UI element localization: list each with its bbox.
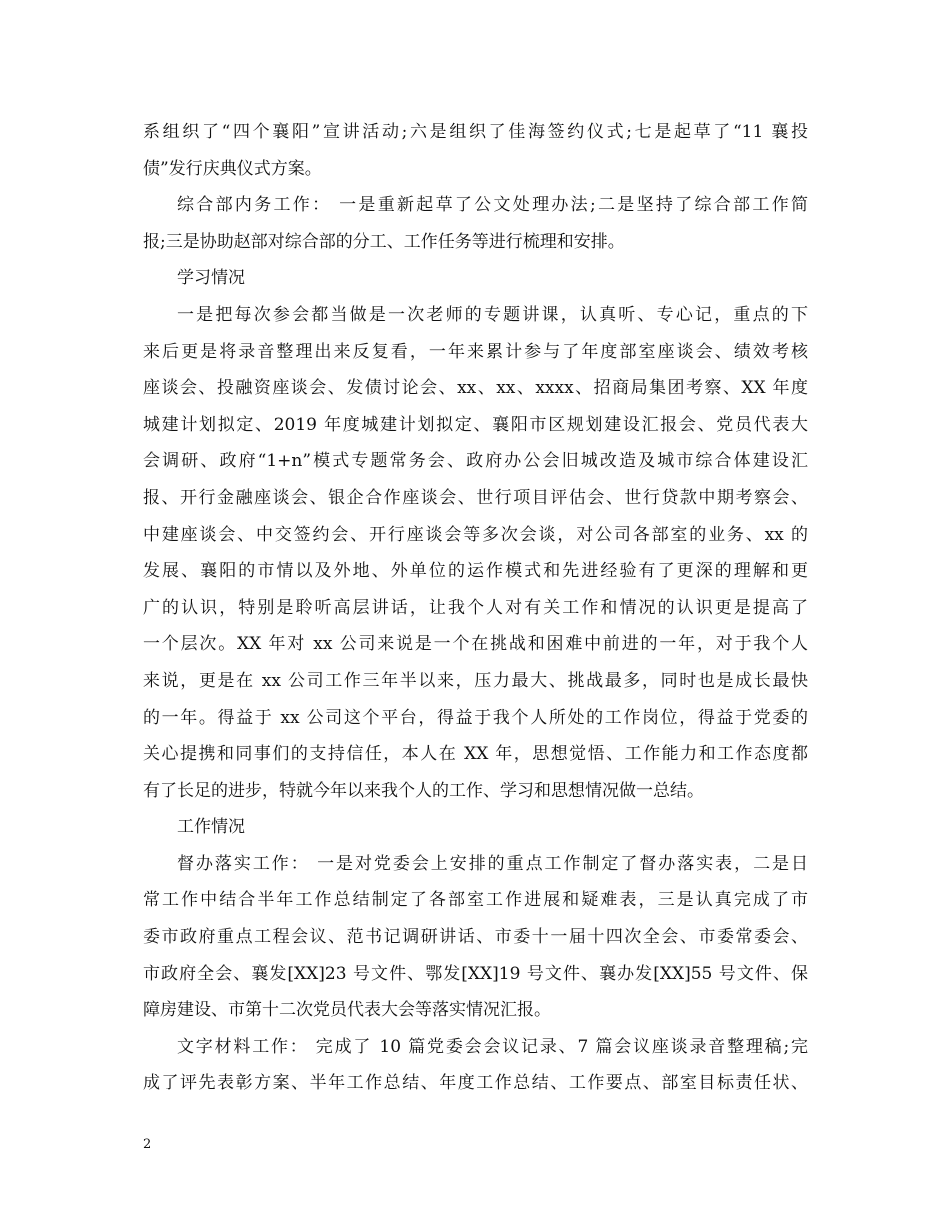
text-line: 中建座谈会、中交签约会、开行座谈会等多次会谈，对公司各部室的业务、xx 的 — [143, 524, 808, 545]
document-body — [143, 114, 808, 1102]
section-heading: 工作情况 — [177, 817, 245, 838]
page-number: 2 — [143, 1137, 152, 1152]
text-line: 一是把每次参会都当做是一次老师的专题讲课，认真听、专心记，重点的下 — [177, 304, 808, 325]
text-line: 会调研、政府“1+n”模式专题常务会、政府办公会旧城改造及城市综合体建设汇 — [143, 451, 808, 472]
text-line: 委市政府重点工程会议、范书记调研讲话、市委十一届十四次全会、市委常委会、 — [143, 927, 808, 948]
text-line: 常工作中结合半年工作总结制定了各部室工作进展和疑难表，三是认真完成了市 — [143, 890, 808, 911]
text-line: 广的认识，特别是聆听高层讲话，让我个人对有关工作和情况的认识更是提高了 — [143, 597, 808, 618]
text-line: 债”发行庆典仪式方案。 — [143, 158, 322, 179]
text-line: 来说，更是在 xx 公司工作三年半以来，压力最大、挑战最多，同时也是成长最快 — [143, 670, 808, 691]
text-line: 市政府全会、襄发[XX]23 号文件、鄂发[XX]19 号文件、襄办发[XX]55 号文件、保 — [143, 963, 808, 984]
text-line: 成了评先表彰方案、半年工作总结、年度工作总结、工作要点、部室目标责任状、 — [143, 1073, 808, 1094]
text-line: 来后更是将录音整理出来反复看，一年来累计参与了年度部室座谈会、绩效考核 — [143, 341, 808, 362]
text-line: 的一年。得益于 xx 公司这个平台，得益于我个人所处的工作岗位，得益于党委的 — [143, 707, 808, 728]
text-line: 综合部内务工作： 一是重新起草了公文处理办法;二是坚持了综合部工作简 — [177, 195, 808, 216]
text-line: 报;三是协助赵部对综合部的分工、工作任务等进行梳理和安排。 — [143, 231, 625, 252]
text-line: 系组织了“四个襄阳”宣讲活动;六是组织了佳海签约仪式;七是起草了“11 襄投 — [143, 122, 808, 142]
text-line: 有了长足的进步，特就今年以来我个人的工作、学习和思想情况做一总结。 — [143, 780, 704, 801]
text-line: 文字材料工作： 完成了 10 篇党委会会议记录、7 篇会议座谈录音整理稿;完 — [177, 1036, 808, 1057]
text-line: 报、开行金融座谈会、银企合作座谈会、世行项目评估会、世行贷款中期考察会、 — [143, 487, 808, 508]
text-line: 关心提携和同事们的支持信任，本人在 XX 年，思想觉悟、工作能力和工作态度都 — [143, 744, 808, 765]
section-heading: 学习情况 — [177, 268, 245, 289]
text-line: 督办落实工作： 一是对党委会上安排的重点工作制定了督办落实表，二是日 — [177, 853, 808, 874]
text-line: 障房建设、市第十二次党员代表大会等落实情况汇报。 — [143, 1000, 551, 1021]
text-line: 发展、襄阳的市情以及外地、外单位的运作模式和先进经验有了更深的理解和更 — [143, 561, 808, 582]
text-line: 一个层次。XX 年对 xx 公司来说是一个在挑战和困难中前进的一年，对于我个人 — [143, 634, 808, 655]
text-line: 座谈会、投融资座谈会、发债讨论会、xx、xx、xxxx、招商局集团考察、XX 年度 — [143, 378, 808, 399]
text-line: 城建计划拟定、2019 年度城建计划拟定、襄阳市区规划建设汇报会、党员代表大 — [143, 414, 808, 435]
